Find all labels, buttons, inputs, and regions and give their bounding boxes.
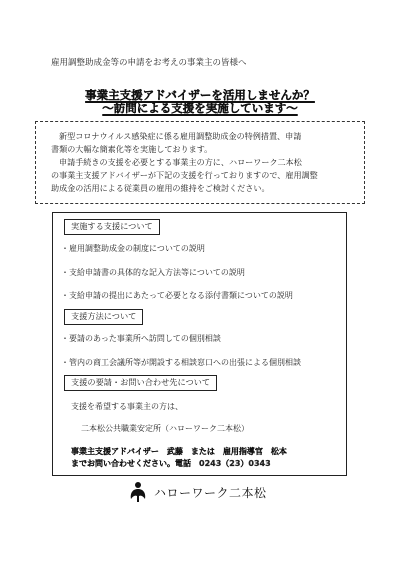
list-item: ・支給申請書の具体的な記入方法等についての説明 [61, 268, 245, 277]
logo-text: ハローワーク二本松 [154, 485, 267, 500]
list-item: ・要請のあった事業所へ訪問しての個別相談 [61, 334, 221, 343]
audience-line: 雇用調整助成金等の申請をお考えの事業主の皆様へ [51, 58, 247, 68]
contact-advisors: 事業主支援アドバイザー 武藤 または 雇用指導官 松本 [71, 447, 287, 456]
hellowork-logo [128, 481, 267, 503]
contact-intro: 支援を希望する事業主の方は、 [71, 402, 183, 411]
section-title-contact: 支援の要請・お問い合わせ先について [64, 375, 217, 391]
headline-line-1: 事業主支援アドバイザーを活用しませんか？ [85, 88, 315, 102]
hellowork-logo-icon [128, 481, 148, 503]
list-item: ・雇用調整助成金の制度についての説明 [61, 244, 205, 253]
intro-line: 新型コロナウイルス感染症に係る雇用調整助成金の特例措置、申請 [59, 131, 302, 141]
intro-line: 申請手続きの支援を必要とする事業主の方に、ハローワーク二本松 [59, 157, 302, 167]
intro-box [35, 121, 365, 204]
list-item: ・管内の商工会議所等が開設する相談窓口への出張による個別相談 [61, 358, 301, 367]
section-title-method: 支援方法について [64, 309, 143, 325]
office-name: 二本松公共職業安定所（ハローワーク二本松） [81, 424, 249, 433]
intro-line: の事業主支援アドバイザーが下記の支援を行っておりますので、雇用調整 [51, 170, 318, 180]
headline-line-2: ～訪問による支援を実施しています～ [102, 101, 298, 115]
intro-line: 助成金の活用による従業員の雇用の維持をご検討ください。 [51, 183, 270, 193]
contact-phone: までお問い合わせください。電話 0243（23）0343 [71, 459, 271, 468]
section-title-support: 実施する支援について [64, 219, 160, 235]
intro-line: 書類の大幅な簡素化等を実施しております。 [51, 144, 213, 154]
support-info-box [52, 212, 347, 476]
list-item: ・支給申請の提出にあたって必要となる添付書類についての説明 [61, 291, 293, 300]
